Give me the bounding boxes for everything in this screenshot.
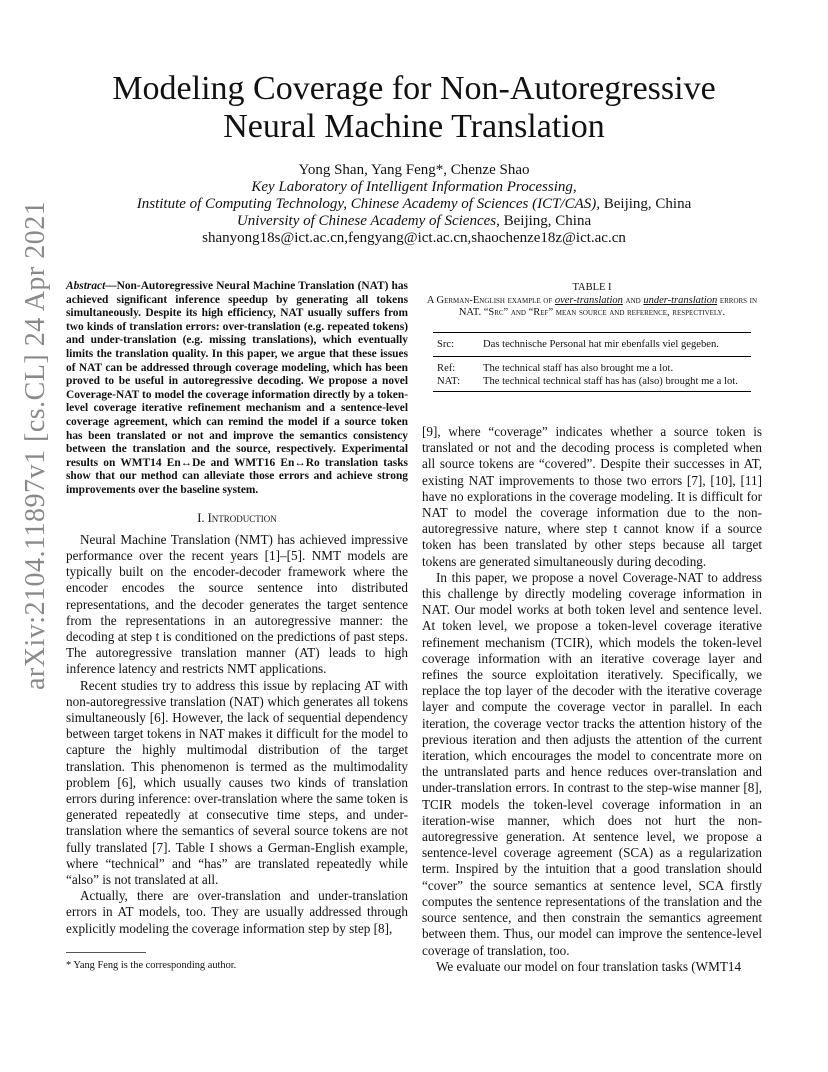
right-paragraph-1: [9], where “coverage” indicates whether a source token is translated or not and the decoding process is completed when all source tokens are “covered”. Despite their successes in AT, existing NAT improvements to those two errors [7], [10], [11] have no explorations in the coverage modeling. It is difficult for NAT to model the coverage information due to the non-autoregressive nature, where step t cannot know if a source token has been translated by other steps because all target tokens are generated simultaneously during decoding. [422, 424, 762, 569]
table-number: TABLE I [572, 282, 612, 293]
nat-label: NAT: [433, 375, 479, 392]
ref-label: Ref: [437, 362, 456, 374]
src-text: Das technische Personal hat mir ebenfalls viel gegeben. [479, 332, 751, 356]
author-emails: shanyong18s@ict.ac.cn,fengyang@ict.ac.cn,shaochenze18z@ict.ac.cn [202, 230, 626, 246]
right-paragraph-2: In this paper, we propose a novel Coverage-NAT to address this challenge by directly modeling coverage information in NAT. Our model works at both token level and sentence level. At token level, we propose a token-level coverage iterative refinement mechanism (TCIR), which models the token-level coverage information with an iterative coverage layer and refines the source exploitation iteratively. Specifically, we replace the top layer of the decoder with the iterative coverage layer and compute the coverage vector in parallel. In each iteration, the coverage vector tracks the attention history of the previous iteration and then adjusts the attention of the current iteration, which encourages the model to concentrate more on the untranslated parts and hence reduces over-translation and under-translation errors. In contrast to the step-wise manner [8], TCIR models the token-level coverage information in an iteration-wise manner, which does not hurt the non-autoregressive generation. At sentence level, we propose a sentence-level coverage agreement (SCA) as a regularization term. Inspired by the intuition that a good translation should “cover” the source semantics at sentence level, SCA firstly computes the sentence representations of the translation and the source sentence, and then constrain the semantics agreement between them. Thus, our model can improve the sentence-level coverage of translation, too. [422, 569, 762, 958]
affiliation-3: University of Chinese Academy of Sciences, Beijing, China [236, 213, 592, 229]
table-caption: TABLE I A German-English example of over-translation and under-translation errors in NAT. “Src” and “Ref” mean source and reference, respectively. [422, 282, 762, 320]
right-paragraph-3: We evaluate our model on four translation tasks (WMT14 [436, 958, 742, 974]
right-column [422, 424, 762, 975]
section-heading-introduction: I. Introduction [197, 510, 277, 525]
src-label: Src: [433, 332, 479, 356]
arxiv-sidebar-stamp: arXiv:2104.11897v1 [cs.CL] 24 Apr 2021 [20, 200, 51, 690]
intro-paragraph-2: Recent studies try to address this issue by replacing AT with non-autoregressive translation (NAT) which generates all tokens simultaneously [6]. However, the lack of sequential dependency between target tokens in NAT makes it difficult for the model to capture the highly multimodal distribution of the target translation. This phenomenon is termed as the multimodality problem [6], which usually causes two kinds of translation errors during inference: over-translation where the same token is generated repeatedly at consecutive time steps, and under-translation where the semantics of several source tokens are not fully translated [7]. Table I shows a German-English example, where “technical” and “has” are translated repeatedly while “also” is not translated at all. [66, 677, 408, 887]
author-names: Yong Shan, Yang Feng*, Chenze Shao [298, 162, 530, 178]
author-block [60, 162, 768, 247]
affiliation-1: Key Laboratory of Intelligent Information Processing, [251, 179, 577, 195]
footnote: * Yang Feng is the corresponding author. [66, 960, 237, 971]
footnote-divider [66, 952, 146, 953]
nat-text: The technical technical staff has has (also) brought me a lot. [479, 375, 751, 392]
title-line-2: Neural Machine Translation [223, 108, 605, 145]
abstract: Abstract—Non-Autoregressive Neural Machine Translation (NAT) has achieved significant inference speedup by generating all tokens simultaneously. Despite its high efficiency, NAT usually suffers from two kinds of translation errors: over-translation (e.g. repeated tokens) and under-translation (e.g. missing translations), which eventually limits the translation quality. In this paper, we argue that these issues of NAT can be addressed through coverage modeling, which has been proved to be useful in autoregressive decoding. We propose a novel Coverage-NAT to model the coverage information directly by a token-level coverage iterative refinement mechanism and a sentence-level coverage agreement, which can remind the model if a source token has been translated or not and improve the semantics consistency between the translation and the source, respectively. Experimental results on WMT14 En↔De and WMT16 En↔Ro translation tasks show that our method can alleviate those errors and achieve strong improvements over the baseline system. [66, 280, 408, 496]
table-1 [422, 282, 762, 392]
intro-paragraph-1: Neural Machine Translation (NMT) has achieved impressive performance over the recent years [1]–[5]. NMT models are typically built on the encoder-decoder framework where the encoder encodes the source sentence into distributed representations, and the decoder generates the target sentence from the representations in an autoregressive manner: the decoding at step t is conditioned on the predictions of past steps. The autoregressive translation manner (AT) leads to high inference latency and restricts NMT applications. [66, 531, 408, 677]
example-table [433, 332, 751, 392]
title-line-1: Modeling Coverage for Non-Autoregressive [112, 70, 716, 107]
paper-title [60, 70, 768, 146]
intro-paragraph-3: Actually, there are over-translation and under-translation errors in AT models, too. They are usually addressed through explicitly modeling the coverage information step by step [8], [66, 888, 408, 936]
affiliation-2: Institute of Computing Technology, Chinese Academy of Sciences (ICT/CAS), Beijing, China [136, 196, 692, 212]
ref-text: The technical staff has also brought me a lot. [483, 362, 674, 374]
left-column [66, 280, 408, 937]
